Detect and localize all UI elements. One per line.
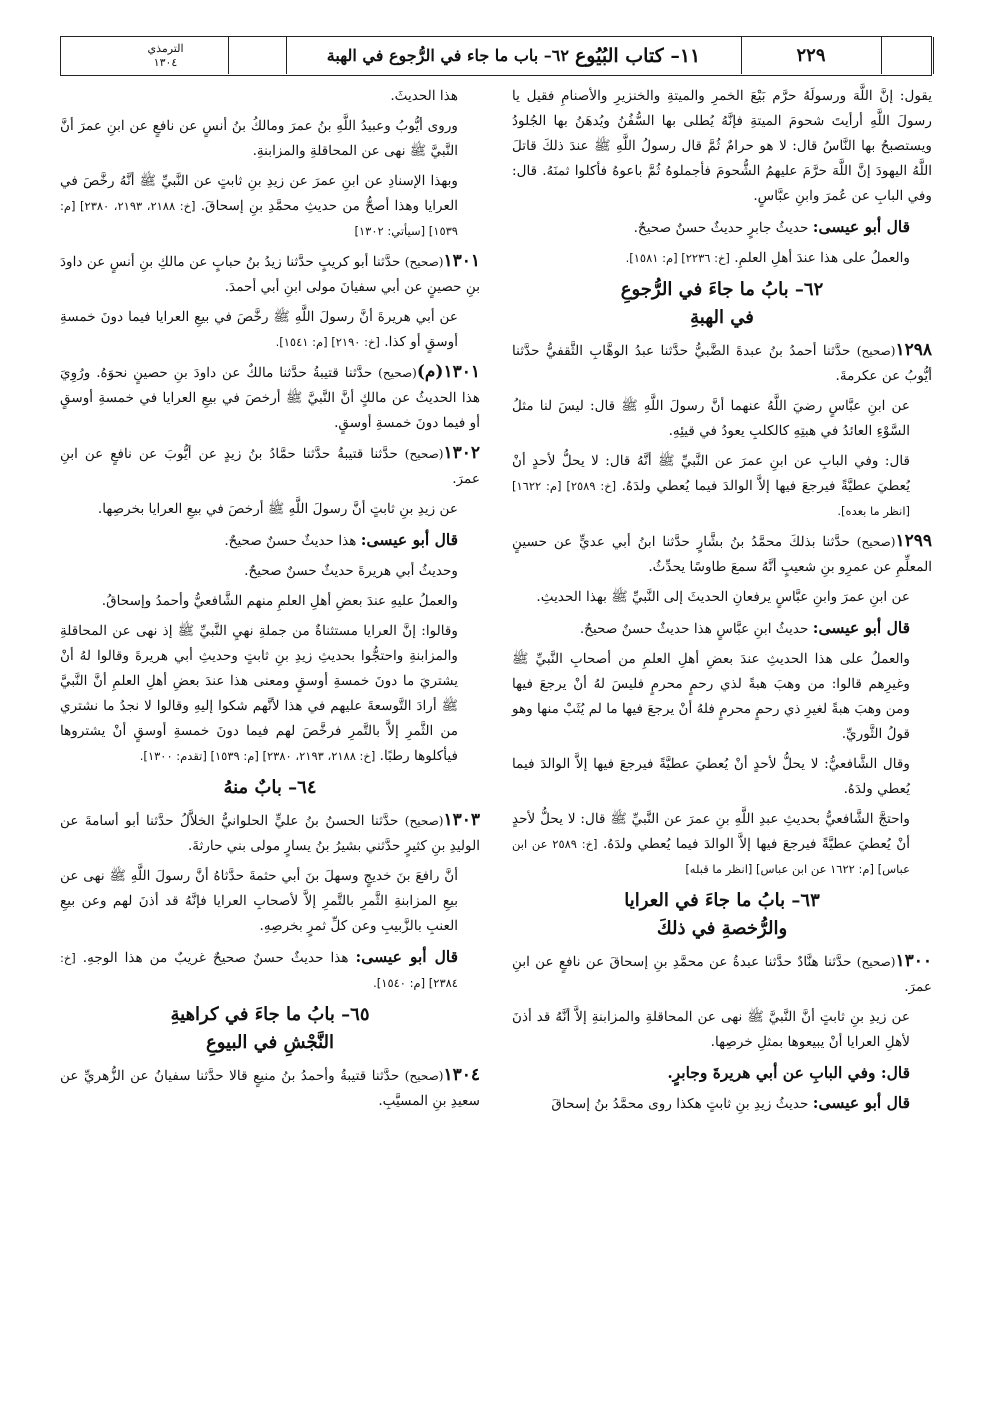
isnad-text: حدَّثنا قتيبةُ حدَّثنا مالكٌ عن داودَ بنِ حصينٍ نحوَهُ. ورُوِيَ هذا الحديثُ عن مالكٍ أنَّ النَّبيَّ ﷺ أرخصَ في بيعِ العرايا في خمسةِ أوسقٍ أو فيما دونَ خمسةِ أوسقٍ. [60,365,480,431]
header-book-label: الترمذي [147,41,184,55]
paragraph-text: وبهذا الإسنادِ عن ابنِ عمرَ عن زيدِ بنِ ثابتٍ عن النَّبيِّ ﷺ أنَّهُ رخَّصَ في العرايا وهذا أصحُّ من حديثِ محمَّدِ بنِ إسحاقَ. [60,173,458,214]
header-book-info [103,37,229,74]
paragraph [60,169,480,244]
hadith-grade: (صحيح) [404,255,444,269]
reference: [خ: ٢٢٣٦] [م: ١٥٨١]. [625,251,730,265]
hadith-1301-isnad [60,249,480,300]
paragraph [512,246,932,271]
hadith-1302-matn: عن زيدِ بنِ ثابتٍ أنَّ رسولَ اللَّهِ ﷺ أرخصَ في بيعِ العرايا بخرصِها. [97,501,458,517]
paragraph [60,527,480,554]
isnad-text: حدَّثنا قتيبةُ وأحمدُ بنُ منيعٍ قالا حدَّثنا سفيانُ عن الزُّهريِّ عن سعيدِ بنِ المسيَّبِ. [60,1068,480,1109]
hadith-number: ١٣٠٣ [443,810,480,830]
reference: [خ: ٢١٨٨، ٢١٩٣، ٢٣٨٠] [م: ١٥٣٩] [سيأتي: ١٣٠٢] [60,199,458,238]
header-chapter-title: ٦٢– باب ما جاء في الرُّجوع في الهبة [326,46,569,65]
paragraph: هذا الحديثَ. [390,88,458,104]
chapter-heading-65 [60,1001,480,1057]
isnad-text: حدَّثنا أحمدُ بنُ عبدةَ الضَّبيُّ حدَّثنا عبدُ الوهَّابِ الثَّقفيُّ حدَّثنا أيُّوبُ عن عكرمةَ. [512,343,932,384]
header-title [286,37,742,74]
hadith-1301-matn [60,305,480,355]
chapter-heading-63 [512,887,932,943]
hadith-1299-matn: عن ابنِ عمرَ وابنِ عبَّاسٍ يرفعانِ الحديثَ إلى النَّبيِّ ﷺ بهذا الحديثِ. [536,589,910,605]
hadith-grade: (صحيح) [404,447,444,461]
chapter-heading-line: والرُّخصةِ في ذلكَ [656,918,788,939]
hadith-1303-isnad [60,808,480,859]
isnad-text: حدَّثنا هنَّادٌ حدَّثنا عبدةُ عن محمَّدِ بنِ إسحاقَ عن نافعٍ عن ابنِ عمرَ. [512,954,932,995]
ruling-text: حديثُ زيدِ بنِ ثابتٍ هكذا روى محمَّدُ بنُ إسحاقَ [551,1096,813,1112]
reference: [خ: ٢٥٨٩ عن ابن عباس] [م: ١٦٢٢ عن ابن عباس] [انظر ما قبله] [512,837,910,876]
paragraph-text: وقالوا: إنَّ العرايا مستثناةٌ من جملةِ نهيِ النَّبيِّ ﷺ إذ نهى عن المحاقلةِ والمزابنةِ واحتجُّوا بحديثِ زيدِ بنِ ثابتٍ وحديثِ أبي هريرةَ وقالوا لهُ أنْ يشتريَ ما دونَ خمسةِ أوسقٍ ومعنى هذا عندَ بعضِ أهلِ العلمِ أنَّ النَّبيَّ ﷺ أرادَ التَّوسعةَ عليهم في هذا لأنَّهم شكوا إليهِ وقالوا لا نجدُ ما نشتري من الثَّمرِ إلاَّ بالتَّمرِ فرخَّصَ لهم فيما دونَ خمسةِ أوسقٍ أنْ يشتروها فيأكلوها رطبًا. [60,623,458,764]
hadith-grade: (صحيح) [856,955,896,969]
abu-isa-label: قال أبو عيسى: [355,947,458,966]
paragraph: وحديثُ أبي هريرةَ حديثٌ حسنٌ صحيحٌ. [244,563,458,579]
paragraph [512,1090,932,1117]
hadith-number: ١٢٩٨ [895,340,932,360]
paragraph: وقال الشَّافعيُّ: لا يحلُّ لأحدٍ أنْ يُعطيَ عطيَّةً فيرجعَ فيها إلاَّ الوالدَ فيما يُعطي ولدَهُ. [512,756,910,797]
hadith-grade: (صحيح) [404,814,444,828]
page-header [60,36,932,76]
document-page [60,36,932,1376]
isnad-text: حدَّثنا قتيبةُ حدَّثنا حمَّادُ بنُ زيدٍ عن أيُّوبَ عن نافعٍ عن ابنِ عمرَ. [60,446,480,487]
paragraph [512,214,932,241]
hadith-grade: (صحيح) [856,535,896,549]
chapter-heading-line: ٦٢– بابُ ما جاءَ في الرُّجوعِ [620,279,824,300]
chapter-heading-line: ٦٤– بابٌ منهُ [223,777,317,798]
hadith-number: ١٢٩٩ [895,531,932,551]
header-empty-cell-left [61,37,103,74]
chapter-heading-64 [60,774,480,802]
right-column [512,84,932,1122]
reference: [خ: ٢٥٨٩] [م: ١٦٢٢] [انظر ما بعده]. [512,479,910,518]
abu-isa-label: قال أبو عيسى: [812,217,910,236]
chapter-heading-62 [512,276,932,332]
hadith-grade: (صحيح) [404,1069,444,1083]
chapter-heading-line: ٦٣– بابُ ما جاءَ في العرايا [624,890,820,911]
paragraph-text: قال: وفي البابِ عن ابنِ عمرَ عن النَّبيِّ ﷺ أنَّهُ قال: لا يحلُّ لأحدٍ أنْ يُعطيَ عطيَّةً فيرجعَ فيها إلاَّ الوالدَ فيما يُعطي ولدَهُ. [512,453,910,494]
isnad-text: حدَّثنا الحسنُ بنُ عليٍّ الحلوانيُّ الخلاَّلُ حدَّثنا أبو أسامةَ عن الوليدِ بنِ كثيرٍ حدَّثني بشيرُ بنُ يسارٍ مولى بني حارثةَ. [60,813,480,854]
hadith-1300-isnad [512,949,932,1000]
isnad-text: حدَّثنا أبو كريبٍ حدَّثنا زيدُ بنُ حبابٍ عن مالكِ بنِ أنسٍ عن داودَ بنِ حصينٍ عن أبي سفيانَ مولى ابنِ أبي أحمدَ. [60,254,480,295]
chapter-heading-line: النَّجْشِ في البيوعِ [205,1032,334,1053]
hadith-1303-matn: أنَّ رافعَ بنَ خديجٍ وسهلَ بنَ أبي حثمةَ حدَّثاهُ أنَّ رسولَ اللَّهِ ﷺ نهى عن بيعِ المزابنةِ الثَّمرِ بالتَّمرِ إلاَّ لأصحابِ العرايا فإنَّهُ قد أذنَ لهم وعن بيعِ العنبِ بالزَّبيبِ وعن كلِّ ثمرٍ بخرصِهِ. [60,868,458,934]
abu-isa-label: قال أبو عيسى: [360,530,458,549]
page-number: ٢٢٩ [741,37,882,74]
ruling-text: هذا حديثٌ حسنٌ صحيحٌ غريبٌ من هذا الوجهِ. [75,950,356,966]
hadith-number: ١٣٠١(م) [416,362,480,382]
ruling-text: حديثُ جابرٍ حديثٌ حسنٌ صحيحٌ. [633,220,813,236]
paragraph [512,615,932,642]
header-range-label: ١٣٠٤ [153,55,178,69]
paragraph: والعملُ عليهِ عندَ بعضِ أهلِ العلمِ منهم الشَّافعيُّ وأحمدُ وإسحاقُ. [101,593,458,609]
hadith-1304-isnad [60,1063,480,1114]
ruling-text: هذا حديثٌ حسنٌ صحيحٌ. [224,533,361,549]
header-empty-cell-right [881,37,934,74]
reference: [خ: ٢١٩٠] [م: ١٥٤١]. [275,335,380,349]
left-column [60,84,480,1119]
paragraph [60,619,480,769]
paragraph-text: عن أبي هريرةَ أنَّ رسولَ اللَّهِ ﷺ رخَّصَ في بيعِ العرايا فيما دونَ خمسةِ أوسقٍ أو كذا. [60,309,458,350]
hadith-grade: (صحيح) [856,344,896,358]
hadith-number: ١٣٠٠ [895,951,932,971]
isnad-text: حدَّثنا بذلكَ محمَّدُ بنُ بشَّارٍ حدَّثنا ابنُ أبي عديٍّ عن حسينٍ المعلِّمِ عن عمرِو بنِ شعيبٍ أنَّهُ سمعَ طاوسًا يحدِّثُ. [512,534,932,575]
paragraph: وروى أيُّوبُ وعبيدُ اللَّهِ بنُ عمرَ ومالكُ بنُ أنسٍ عن نافعٍ عن ابنِ عمرَ أنَّ النَّبيَّ ﷺ نهى عن المحاقلةِ والمزابنةِ. [60,118,458,159]
hadith-1300-matn: عن زيدِ بنِ ثابتٍ أنَّ النَّبيَّ ﷺ نهى عن المحاقلةِ والمزابنةِ إلاَّ أنَّهُ قد أذنَ لأهلِ العرايا أنْ يبيعوها بمثلِ خرصِها. [512,1009,910,1050]
hadith-1298-matn: عن ابنِ عبَّاسٍ رضيَ اللَّهُ عنهما أنَّ رسولَ اللَّهِ ﷺ قال: ليسَ لنا مثلُ السَّوْءِ العائدُ في هبتِهِ كالكلبِ يعودُ في قيئِهِ. [512,398,910,439]
paragraph [512,807,932,882]
paragraph [60,944,480,996]
chapter-heading-line: ٦٥– بابُ ما جاءَ في كراهيةِ [170,1004,370,1025]
hadith-number: ١٣٠١ [443,251,480,271]
hadith-1299-isnad [512,529,932,580]
paragraph-text: واحتجَّ الشَّافعيُّ بحديثِ عبدِ اللَّهِ بنِ عمرَ عن النَّبيِّ ﷺ قال: لا يحلُّ لأحدٍ أنْ يُعطيَ عطيَّةً فيرجعَ فيها إلاَّ الوالدَ فيما يُعطي ولدَهُ. [512,811,910,852]
abu-isa-label: قال أبو عيسى: [812,618,910,637]
chapter-heading-line: في الهبةِ [690,307,754,328]
header-book-title: ١١– كتاب البُيُوع [574,44,701,67]
hadith-1300-bab: قال: وفي البابِ عن أبي هريرةَ وجابرٍ. [667,1063,910,1082]
abu-isa-label: قال أبو عيسى: [812,1093,910,1112]
paragraph: والعملُ على هذا الحديثِ عندَ بعضِ أهلِ العلمِ من أصحابِ النَّبيِّ ﷺ وغيرِهم قالوا: من وهبَ هبةً لذي رحمٍ محرمٍ فليسَ لهُ أنْ يرجعَ فيها ومن وهبَ هبةً لغيرِ ذي رحمٍ محرمٍ فلهُ أنْ يرجعَ فيها ما لم يُثَبْ منها وهو قولُ الثَّوريِّ. [511,651,910,742]
hadith-1302-isnad [60,441,480,492]
reference: [خ: ٢٣٨٤] [م: ١٥٤٠]. [60,951,458,990]
hadith-1298-isnad [512,338,932,389]
paragraph-text: والعملُ على هذا عندَ أهلِ العلمِ. [729,250,910,266]
reference: [خ: ٢١٨٨، ٢١٩٣، ٢٣٨٠] [م: ١٥٣٩] [تقدم: ١٣٠٠]. [139,749,376,763]
header-empty-cell [228,37,287,74]
hadith-grade: (صحيح) [378,366,417,380]
hadith-1301m-isnad [60,360,480,436]
paragraph: يقول: إنَّ اللَّهَ ورسولَهُ حرَّم بَيْعَ الخمرِ والميتةِ والخنزيرِ والأصنامِ فقيل يا رسولَ اللَّهِ أرأيتَ شحومَ الميتةِ فإنَّهُ يُطلى بها السُّفُنُ ويُدهَنُ بها الجُلودُ ويستصبحُ بها النَّاسُ قال: لا هو حرامٌ ثُمَّ قال رسولُ اللَّهِ ﷺ عندَ ذلكَ قاتلَ اللَّهُ اليهودَ إنَّ اللَّهَ حرَّمَ عليهمُ الشُّحومَ فأجملوهُ ثُمَّ باعوهُ فأكلوا ثمنَهُ. قال: وفي البابِ عن عُمرَ وابنِ عبَّاسٍ. [512,88,932,204]
ruling-text: حديثُ ابنِ عبَّاسٍ هذا حديثٌ حسنٌ صحيحٌ. [579,621,813,637]
hadith-number: ١٣٠٤ [443,1065,480,1085]
hadith-number: ١٣٠٢ [443,443,480,463]
hadith-1298-bab [512,449,932,524]
